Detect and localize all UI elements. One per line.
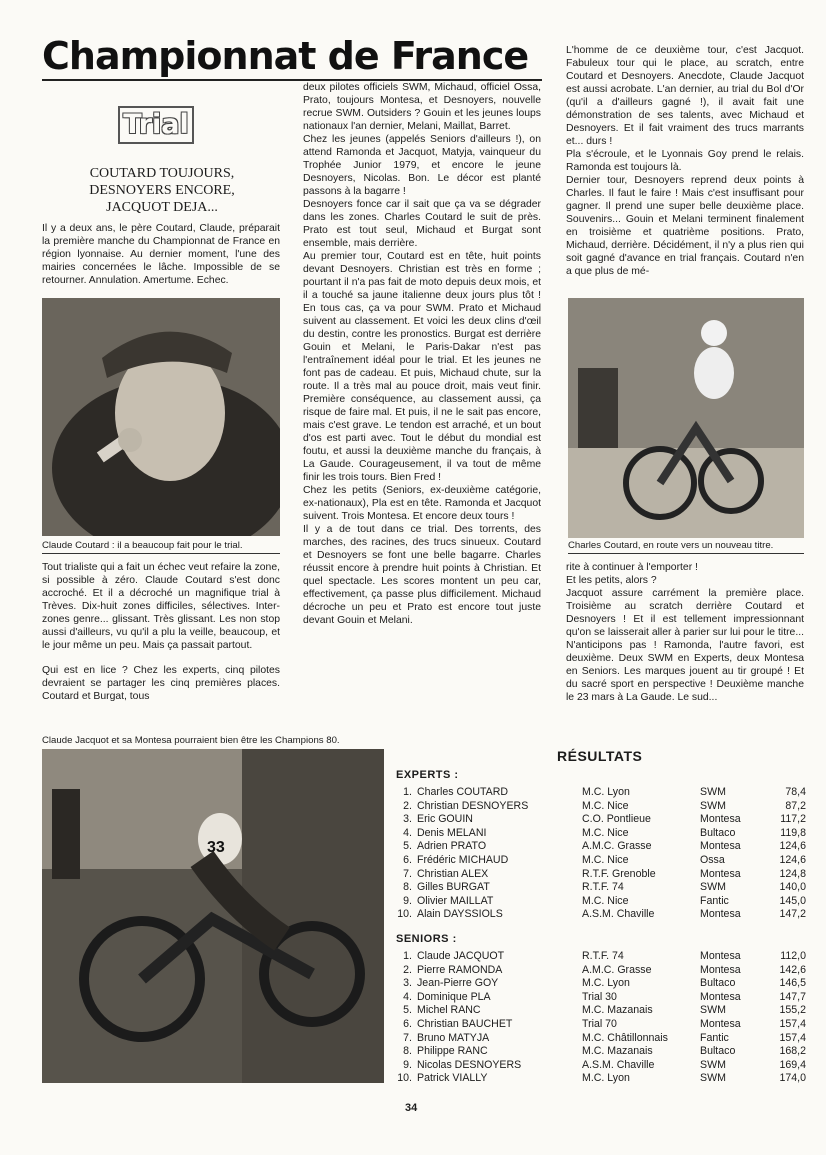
paragraph: Et les petits, alors ?	[566, 575, 657, 586]
club-cell: M.C. Lyon	[582, 786, 630, 798]
score-cell: 155,2	[779, 1004, 806, 1017]
club-cell: M.C. Lyon	[582, 1072, 630, 1085]
experts-heading: EXPERTS :	[396, 769, 459, 781]
moto-cell: Montesa	[700, 990, 741, 1003]
score-cell: 157,4	[779, 1031, 806, 1044]
club-cell: A.S.M. Chaville	[582, 1058, 655, 1071]
moto-cell: Bultaco	[700, 826, 736, 839]
rank-cell: 9.	[403, 1058, 412, 1071]
results-row	[396, 977, 806, 991]
score-cell: 119,8	[780, 826, 806, 839]
results-row	[396, 813, 806, 827]
rank-cell: 2.	[403, 963, 412, 976]
name-cell: Dominique PLA	[417, 990, 491, 1003]
seniors-table	[396, 950, 806, 1090]
paragraph: Dernier tour, Desnoyers reprend deux points à Charles. Il faut le faire ! Mais c'est insuffisant pour gagner. Il prend une super belle deuxième place. Souvenirs... Gouin et Melani terminent finalement en troisième et quatrième positions. Prato, Michaud, derrière. Décidément, il n'y a plus rien qui soit gagné d'avance en trial français. Coutard n'en a que plus de mé-	[566, 175, 804, 277]
club-cell: R.T.F. 74	[582, 950, 624, 962]
rank-cell: 1.	[403, 786, 412, 798]
moto-cell: SWM	[700, 881, 726, 894]
score-cell: 157,4	[779, 1018, 806, 1030]
moto-cell: SWM	[700, 799, 726, 812]
paragraph: Qui est en lice ? Chez les experts, cinq pilotes devraient se partager les cinq premières places. Coutard et Burgat, tous	[42, 665, 280, 702]
score-cell: 117,2	[780, 813, 806, 826]
moto-cell: Bultaco	[700, 1045, 736, 1058]
rank-cell: 6.	[403, 854, 412, 866]
name-cell: Pierre RAMONDA	[417, 963, 503, 976]
caption-rule	[42, 553, 280, 554]
photo-caption: Claude Jacquot et sa Montesa pourraient bien être les Champions 80.	[42, 735, 340, 746]
page-title: Championnat de France	[42, 34, 529, 78]
club-cell: C.O. Pontlieue	[582, 813, 651, 826]
results-row	[396, 964, 806, 978]
charles-coutard-photo	[568, 298, 804, 538]
name-cell: Nicolas DESNOYERS	[417, 1058, 522, 1071]
deck-line: COUTARD TOUJOURS,	[89, 166, 235, 181]
paragraph: Il y a de tout dans ce trial. Des torrents, des marches, des racines, des trucs sinueux. Coutard et Desnoyers se font une belle bagarre. Charles réussit encore à prendre huit points à Christian. Et quel spectacle. Les scores montent un peu car, effectivement, ça passe plus difficilement. Michaud décroche un peu et Prato est encore tout juste devant Gouin et Melani.	[303, 524, 541, 626]
club-cell: M.C. Nice	[582, 799, 629, 812]
results-row	[396, 908, 806, 922]
rank-cell: 10.	[397, 1072, 412, 1085]
score-cell: 124,6	[779, 840, 806, 853]
paragraph: Jacquot assure carrément la première place. Troisième au scratch derrière Coutard et Desnoyers ! Et il est tellement impressionnant qu'on se laisserait aller à parier sur lui pour le titre... N'anticipons pas ! Ramonda, l'autre favori, est deuxième. Deux SWM en Experts, deux Montesa en Seniors. Les marques jouent au tir groupé ! Et du sacré sport en perspective ! Deuxième manche le 23 mars à La Gaude. Le sud...	[566, 588, 804, 703]
results-row	[396, 786, 806, 800]
name-cell: Gilles BURGAT	[417, 881, 490, 894]
results-row	[396, 1059, 806, 1073]
club-cell: M.C. Lyon	[582, 977, 630, 990]
seniors-heading: SENIORS :	[396, 933, 457, 945]
name-cell: Denis MELANI	[417, 826, 487, 839]
section-label: Trial	[118, 106, 194, 144]
score-cell: 174,0	[779, 1072, 806, 1085]
name-cell: Christian BAUCHET	[417, 1018, 513, 1030]
score-cell: 87,2	[785, 799, 806, 812]
rank-cell: 1.	[403, 950, 412, 962]
moto-cell: SWM	[700, 786, 726, 798]
moto-cell: Montesa	[700, 867, 741, 880]
portrait-illustration	[42, 298, 280, 536]
results-row	[396, 827, 806, 841]
moto-cell: Montesa	[700, 963, 741, 976]
results-row	[396, 1032, 806, 1046]
club-cell: M.C. Mazanais	[582, 1004, 653, 1017]
column-3-top	[566, 44, 804, 278]
club-cell: Trial 70	[582, 1018, 617, 1030]
score-cell: 146,5	[779, 977, 806, 990]
results-row	[396, 1072, 806, 1086]
name-cell: Eric GOUIN	[417, 813, 473, 826]
moto-cell: SWM	[700, 1004, 726, 1017]
name-cell: Christian ALEX	[417, 867, 489, 880]
score-cell: 169,4	[779, 1058, 806, 1071]
name-cell: Adrien PRATO	[417, 840, 487, 853]
club-cell: Trial 30	[582, 990, 617, 1003]
rank-cell: 3.	[403, 977, 412, 990]
deck	[42, 165, 282, 216]
moto-cell: Montesa	[700, 813, 741, 826]
moto-cell: Montesa	[700, 908, 741, 921]
moto-cell: Ossa	[700, 854, 725, 866]
paragraph: deux pilotes officiels SWM, Michaud, officiel Ossa, Prato, toujours Montesa, et Desnoyers, nouvelle recrue SWM. Outsiders ? Gouin et les jeunes loups nationaux l'an dernier, Melani, Maillat, Barret.	[303, 82, 541, 132]
deck-line: DESNOYERS ENCORE,	[89, 183, 235, 198]
results-row	[396, 800, 806, 814]
paragraph: Il y a deux ans, le père Coutard, Claude, préparait la première manche du Championnat de France en région lyonnaise. Au dernier moment, l'une des mairies concernées le lâche. Impossible de se retourner. Annulation. Amertume. Echec.	[42, 223, 280, 286]
paragraph: Tout trialiste qui a fait un échec veut refaire la zone, si possible à zéro. Claude Coutard s'est donc accroché. Et il a décroché un magnifique trial à Trèves. Dix-huit zones difficiles, sélectives. Inter-zones genre... glissant. Très glissant. Les non stop aussi d'ailleurs, vu qu'il a plu la veille, beaucoup, et le jour même un peu. Mais ça passait partout.	[42, 562, 280, 651]
name-cell: Christian DESNOYERS	[417, 799, 529, 812]
name-cell: Jean-Pierre GOY	[417, 977, 499, 990]
results-row	[396, 881, 806, 895]
claude-jacquot-photo	[42, 749, 384, 1083]
name-cell: Alain DAYSSIOLS	[417, 908, 503, 921]
results-title: RÉSULTATS	[557, 748, 643, 764]
club-cell: A.M.C. Grasse	[582, 963, 652, 976]
name-cell: Charles COUTARD	[417, 786, 509, 798]
results-row	[396, 1045, 806, 1059]
paragraph: Chez les jeunes (appelés Seniors d'ailleurs !), on attend Ramonda et Jacquot, Matyja, vainqueur du Trophée Junior 1979, et encore le jeune Desnoyers, Nicolas. Bon. Le décor est planté passons à la bagarre !	[303, 134, 541, 197]
moto-cell: Fantic	[700, 894, 729, 907]
jacquot-illustration	[42, 749, 384, 1083]
paragraph: Pla s'écroule, et le Lyonnais Goy prend le relais. Ramonda est toujours là.	[566, 149, 804, 173]
score-cell: 78,4	[785, 786, 806, 798]
rank-cell: 7.	[403, 1031, 412, 1044]
club-cell: M.C. Nice	[582, 894, 629, 907]
name-cell: Bruno MATYJA	[417, 1031, 490, 1044]
club-cell: R.T.F. Grenoble	[582, 867, 656, 880]
results-row	[396, 991, 806, 1005]
moto-cell: Montesa	[700, 1018, 741, 1030]
results-row	[396, 854, 806, 868]
rank-cell: 10.	[397, 908, 412, 921]
rank-cell: 6.	[403, 1018, 412, 1030]
bib-number: 33	[207, 839, 225, 856]
paragraph: Au premier tour, Coutard est en tête, huit points devant Desnoyers. Christian est très en forme ; pourtant il n'a pas fait de moto depuis deux mois, et il a touché sa jaune italienne deux jours plus tôt ! En tous cas, ça va pour SWM. Prato et Michaud suivent au classement. Et voici les deux clins d'œil du destin, contre les pronostics. Burgat est derrière Gouin et Melani, le Paris-Dakar n'est pas l'entraînement idéal pour le trial. Et les jeunes ne font pas de cadeau. Et puis, Michaud chute, sur la route. Il a très mal au pouce droit, mais veut finir. Première conséquence, au classement aussi, ça risque de faire mal. Et puis, il ne le sait pas encore, mais c'est grave. Le tendon est arraché, et un bout d'os est parti avec. Tout le début du mondial est foutu, et aussi la deuxième manche du français, à La Gaude. Courageusement, il va tout de même finir les trois tours. Bien Fred !	[303, 251, 541, 483]
club-cell: M.C. Châtillonnais	[582, 1031, 668, 1044]
column-3-bottom	[566, 561, 804, 704]
rank-cell: 5.	[403, 1004, 412, 1017]
name-cell: Olivier MAILLAT	[417, 894, 494, 907]
score-cell: 147,7	[779, 990, 806, 1003]
moto-cell: Montesa	[700, 950, 741, 962]
score-cell: 140,0	[779, 881, 806, 894]
results-row	[396, 1004, 806, 1018]
results-row	[396, 1018, 806, 1032]
club-cell: A.M.C. Grasse	[582, 840, 652, 853]
results-row	[396, 895, 806, 909]
paragraph: L'homme de ce deuxième tour, c'est Jacquot. Fabuleux tour qui le place, au scratch, entre Coutard et Desnoyers. Anecdote, Claude Jacquot est aussi acrobate. L'an dernier, au trial du Bol d'Or (qu'il a d'ailleurs gagné !), il avait fait une démonstration de ses talents, avec Michaud et Desnoyers. Et il fait vraiment des trucs marrants et... durs !	[566, 45, 804, 147]
claude-coutard-photo	[42, 298, 280, 536]
score-cell: 124,8	[779, 867, 806, 880]
score-cell: 145,0	[779, 894, 806, 907]
results-row	[396, 868, 806, 882]
caption-rule	[568, 553, 804, 554]
moto-cell: SWM	[700, 1072, 726, 1085]
score-cell: 142,6	[779, 963, 806, 976]
score-cell: 147,2	[779, 908, 806, 921]
club-cell: M.C. Nice	[582, 854, 629, 866]
moto-cell: Bultaco	[700, 977, 736, 990]
photo-caption: Charles Coutard, en route vers un nouveau titre.	[568, 540, 774, 551]
column-1-intro	[42, 222, 280, 287]
rank-cell: 5.	[403, 840, 412, 853]
results-row	[396, 950, 806, 964]
rank-cell: 7.	[403, 867, 412, 880]
paragraph: rite à continuer à l'emporter !	[566, 562, 698, 573]
moto-cell: SWM	[700, 1058, 726, 1071]
results-row	[396, 840, 806, 854]
rank-cell: 3.	[403, 813, 412, 826]
column-1-body	[42, 561, 280, 703]
paragraph: Desnoyers fonce car il sait que ça va se dégrader dans les zones. Charles Coutard le suit de près. Prato est tout seul, Michaud et Burgat sont ensemble, mais derrière.	[303, 199, 541, 249]
score-cell: 112,0	[780, 950, 806, 962]
name-cell: Michel RANC	[417, 1004, 481, 1017]
club-cell: A.S.M. Chaville	[582, 908, 655, 921]
photo-caption: Claude Coutard : il a beaucoup fait pour le trial.	[42, 540, 243, 551]
name-cell: Philippe RANC	[417, 1045, 488, 1058]
page-number: 34	[405, 1102, 418, 1114]
club-cell: R.T.F. 74	[582, 881, 624, 894]
rank-cell: 8.	[403, 1045, 412, 1058]
rank-cell: 4.	[403, 990, 412, 1003]
moto-cell: Fantic	[700, 1031, 729, 1044]
name-cell: Claude JACQUOT	[417, 950, 505, 962]
rank-cell: 4.	[403, 826, 412, 839]
paragraph: Chez les petits (Seniors, ex-deuxième catégorie, ex-nationaux), Pla est en tête. Ramonda et Jacquot suivent. Trois Montesa. Et encore deux tours !	[303, 485, 541, 522]
rider-illustration	[568, 298, 804, 538]
rank-cell: 8.	[403, 881, 412, 894]
club-cell: M.C. Nice	[582, 826, 629, 839]
rank-cell: 2.	[403, 799, 412, 812]
deck-line: JACQUOT DEJA...	[106, 200, 218, 215]
column-2-body	[303, 81, 541, 627]
name-cell: Patrick VIALLY	[417, 1072, 488, 1085]
score-cell: 168,2	[779, 1045, 806, 1058]
score-cell: 124,6	[779, 854, 806, 866]
moto-cell: Montesa	[700, 840, 741, 853]
name-cell: Frédéric MICHAUD	[417, 854, 509, 866]
experts-table	[396, 786, 806, 926]
rank-cell: 9.	[403, 894, 412, 907]
club-cell: M.C. Mazanais	[582, 1045, 653, 1058]
